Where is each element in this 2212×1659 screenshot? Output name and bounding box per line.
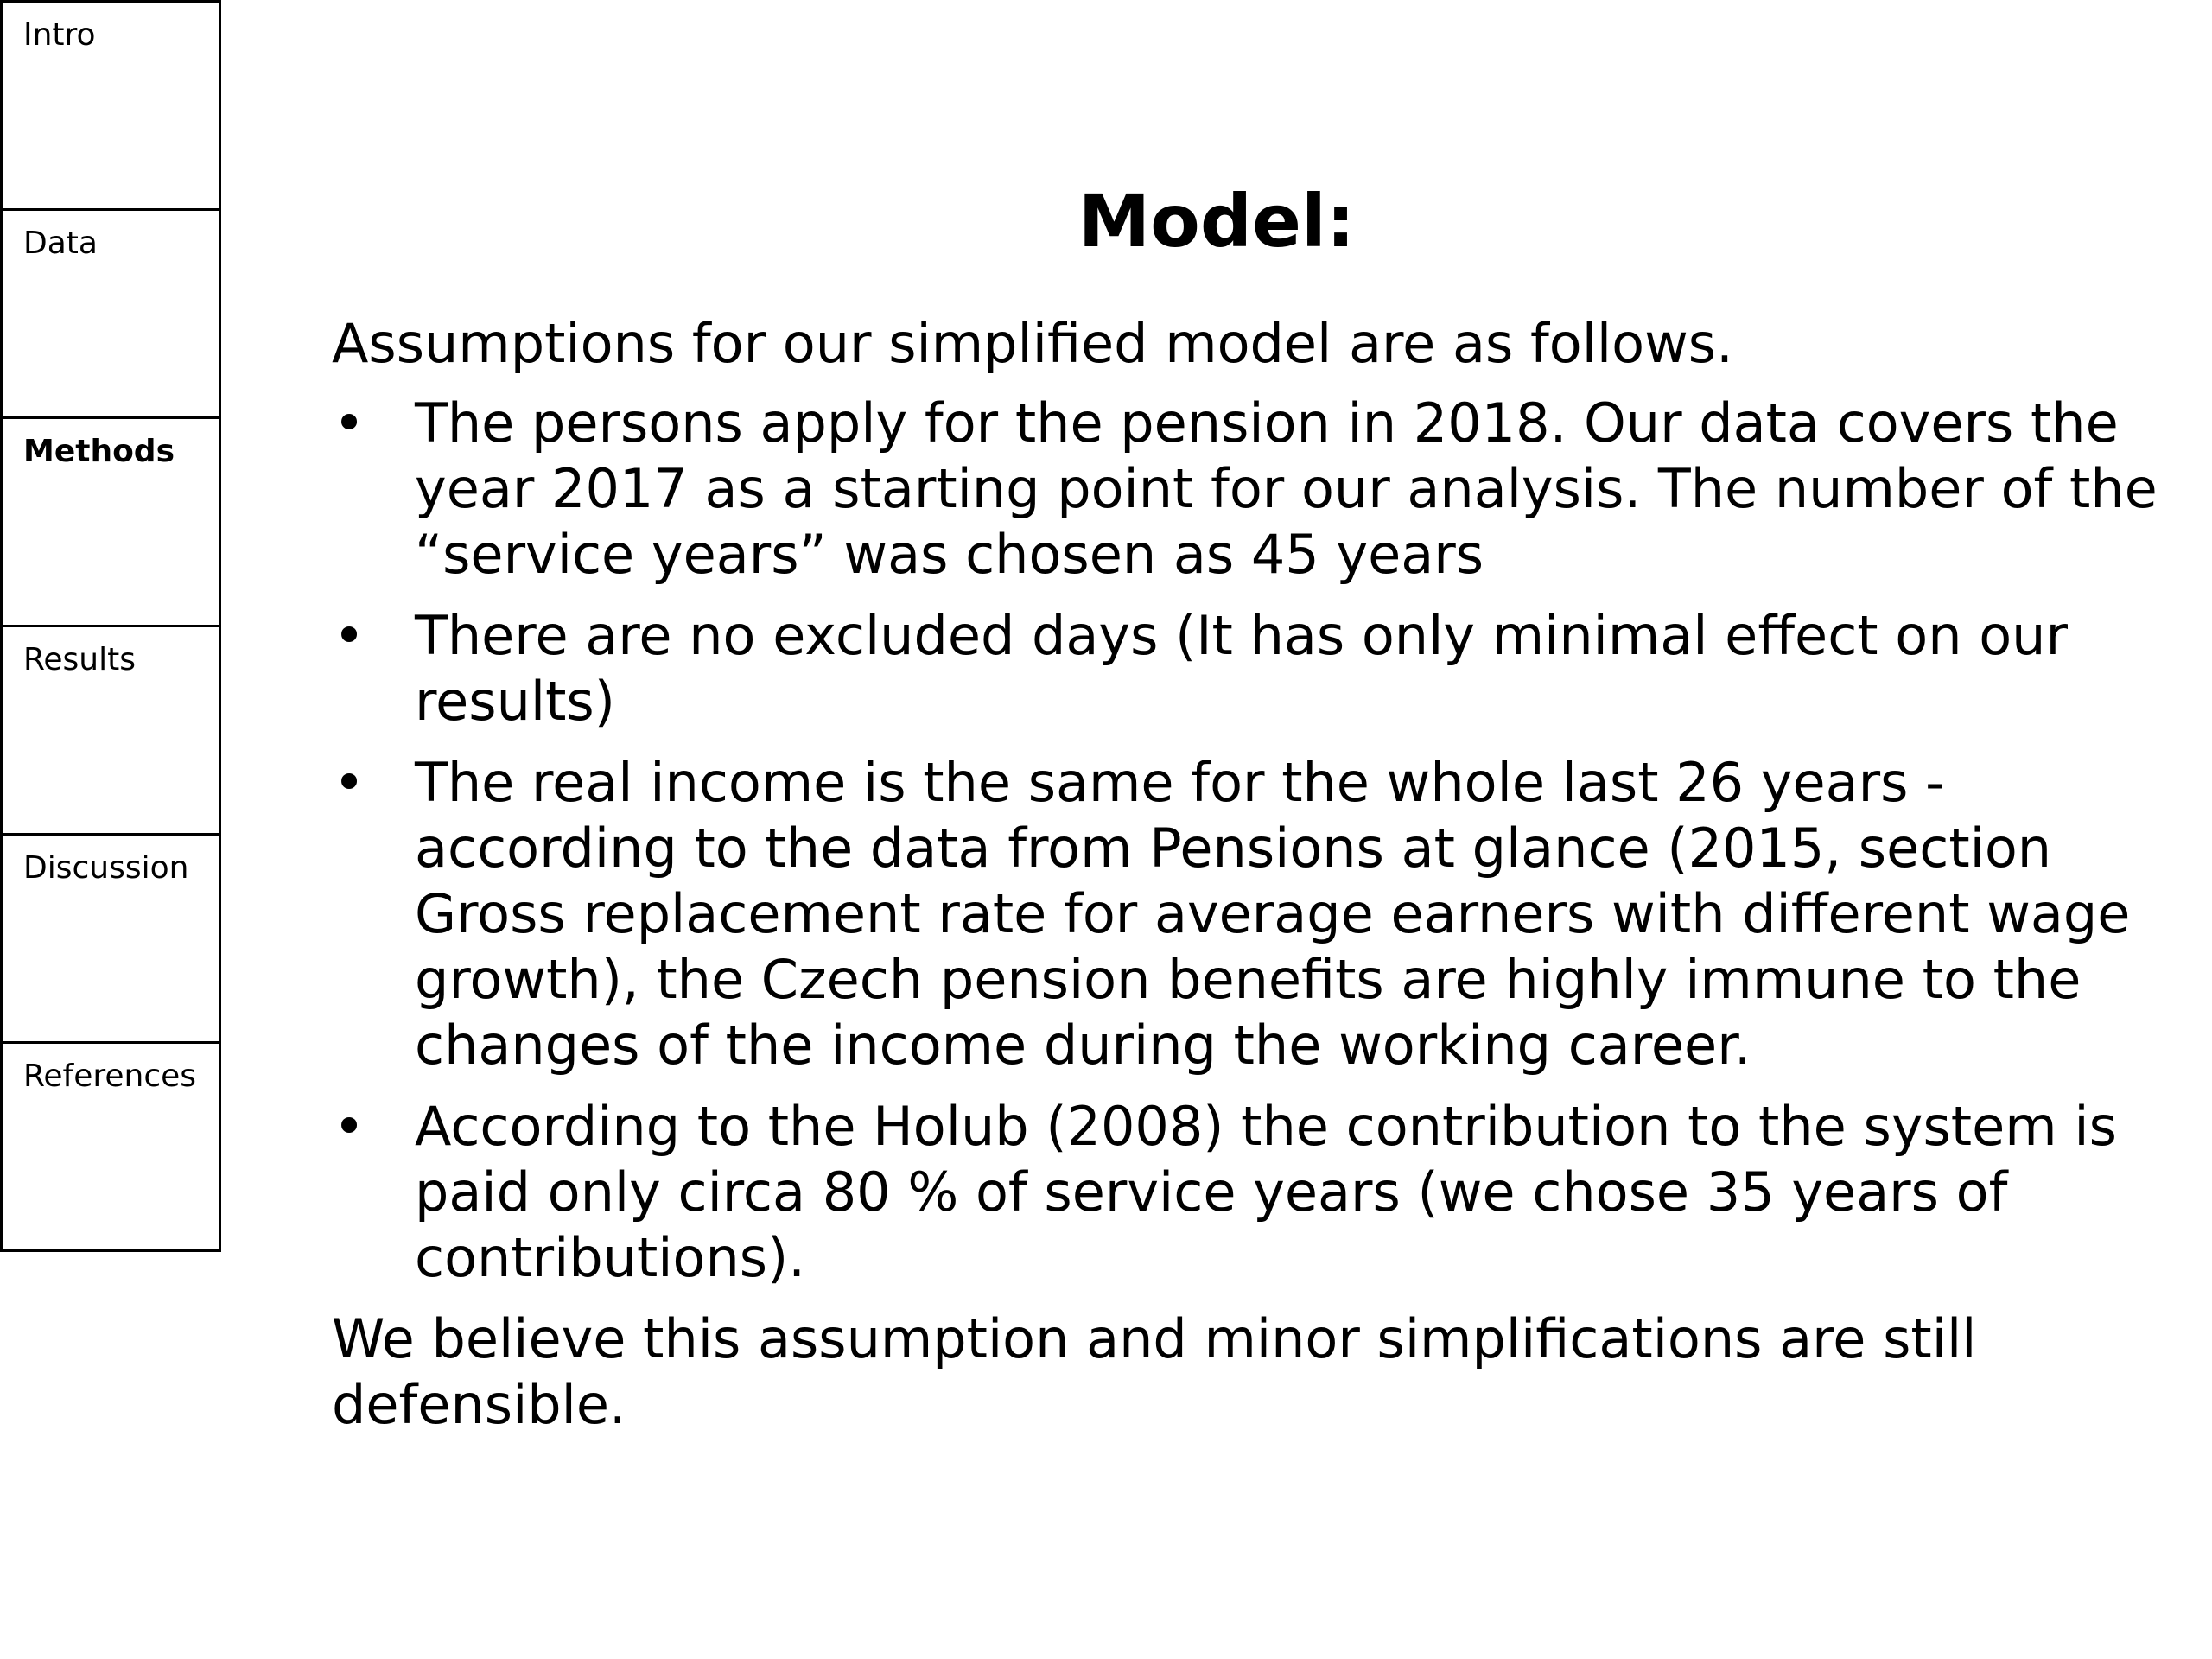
list-item-text: The persons apply for the pension in 2018. Our data covers the year 2017 as a starting point for our analysis. The number of the “service years” was chosen as 45 years bbox=[415, 391, 2158, 586]
nav-tab-label: Intro bbox=[23, 17, 96, 53]
nav-tab-data[interactable] bbox=[0, 208, 221, 419]
list-item-text: There are no excluded days (It has only minimal effect on our results) bbox=[415, 604, 2068, 733]
bullet-icon: • bbox=[333, 391, 365, 454]
bullet-icon: • bbox=[333, 604, 365, 667]
conclusion-paragraph: We believe this assumption and minor simplifications are still defensible. bbox=[332, 1307, 1977, 1436]
nav-tab-label: Discussion bbox=[23, 850, 189, 886]
nav-tab-references[interactable] bbox=[0, 1041, 221, 1252]
slide-title: Model: bbox=[1077, 179, 1356, 264]
slide-body bbox=[332, 311, 2172, 1438]
list-item bbox=[332, 750, 2172, 1078]
bullet-icon: • bbox=[333, 751, 365, 814]
nav-tab-intro[interactable] bbox=[0, 0, 221, 211]
bullet-icon: • bbox=[333, 1095, 365, 1158]
list-item bbox=[332, 1094, 2172, 1291]
list-item bbox=[332, 603, 2172, 734]
nav-tab-methods[interactable] bbox=[0, 416, 221, 627]
section-nav bbox=[0, 0, 221, 1252]
nav-tab-label: Results bbox=[23, 642, 136, 677]
list-item-text: The real income is the same for the whole last 26 years - according to the data from Pensions at glance (2015, section Gross replacement rate for average earners with different wage growth), the Czech pension benefits are highly immune to the changes of the income during the working career. bbox=[415, 751, 2131, 1077]
nav-tab-label: References bbox=[23, 1058, 197, 1094]
nav-tab-results[interactable] bbox=[0, 625, 221, 836]
nav-tab-label: Data bbox=[23, 226, 98, 261]
list-item-text: According to the Holub (2008) the contribution to the system is paid only circa 80 % of service years (we chose 35 years of contributions). bbox=[415, 1095, 2117, 1289]
assumption-list bbox=[332, 391, 2172, 1291]
list-item bbox=[332, 391, 2172, 588]
nav-tab-discussion[interactable] bbox=[0, 833, 221, 1044]
nav-tab-label: Methods bbox=[23, 434, 175, 469]
intro-paragraph: Assumptions for our simplified model are as follows. bbox=[332, 312, 1733, 375]
